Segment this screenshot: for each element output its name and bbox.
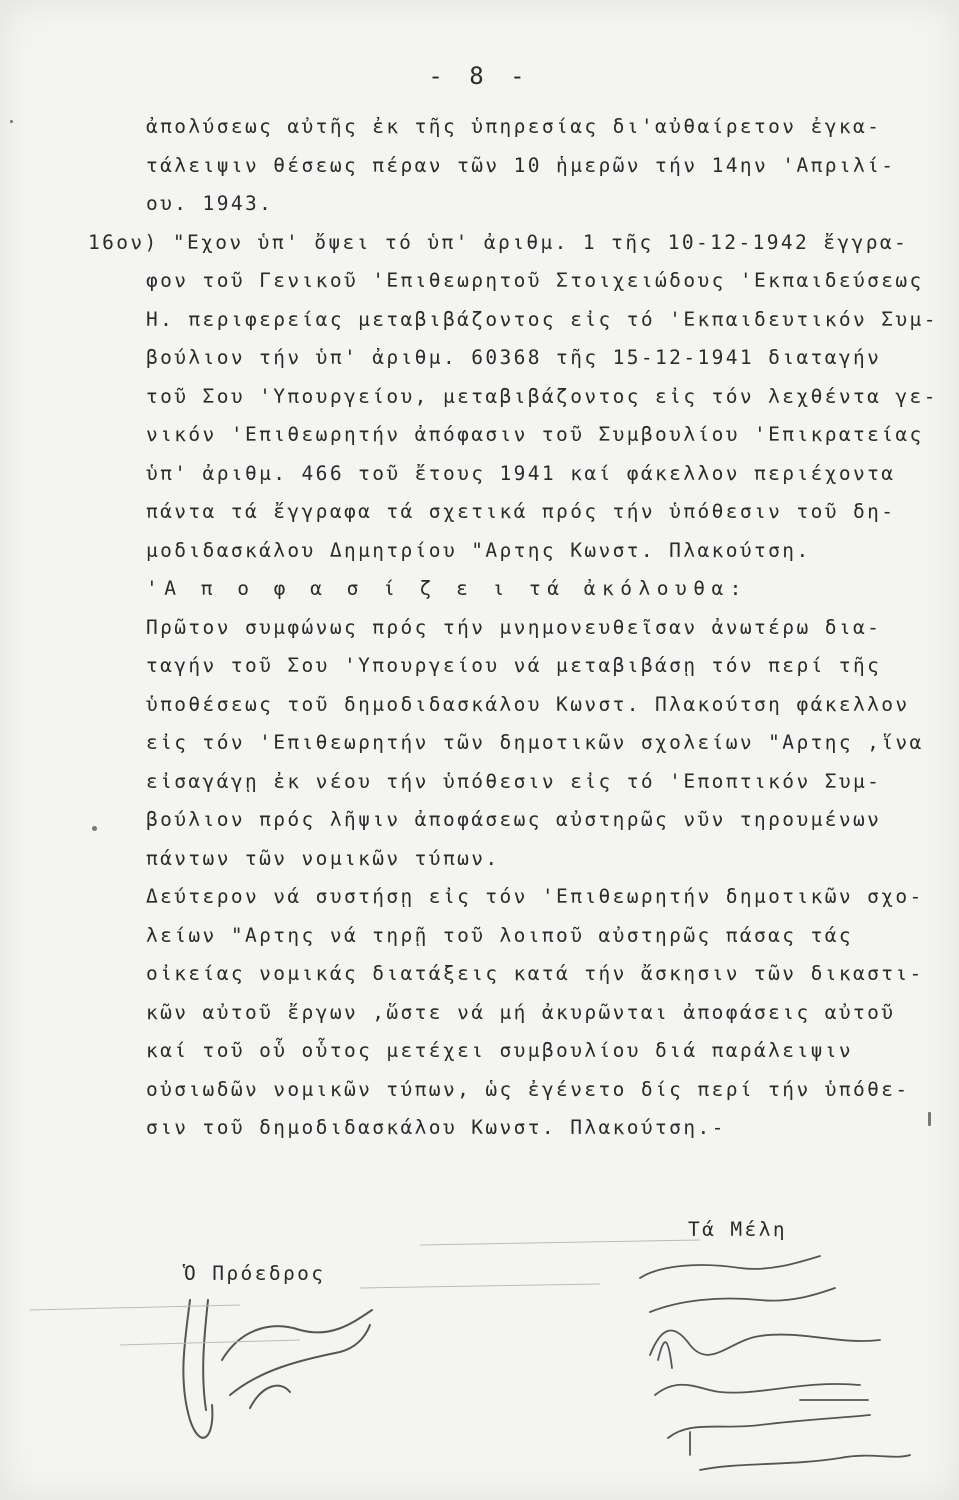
text-line: βούλιον τήν ὑπ' ἀριθμ. 60368 τῆς 15-12-1941 διαταγήν	[146, 346, 882, 369]
text-line: καί τοῦ οὗ οὗτος μετέχει συμβουλίου διά παράλειψιν	[146, 1039, 853, 1062]
members-signatures	[640, 1256, 910, 1470]
text-line: βούλιον πρός λῆψιν ἀποφάσεως αὐστηρῶς νῦν τηρουμένων	[146, 808, 882, 831]
margin-mark	[10, 120, 13, 123]
president-signature	[183, 1300, 372, 1438]
page-number: - 8 -	[428, 62, 531, 90]
text-line: λείων "Αρτης νά τηρῇ τοῦ λοιποῦ αὐστηρῶς πάσας τάς	[146, 923, 853, 947]
text-line: φον τοῦ Γενικοῦ 'Επιθεωρητοῦ Στοιχειώδους 'Εκπαιδεύσεως	[146, 269, 924, 292]
margin-mark	[92, 826, 97, 831]
text-line: Δεύτερον νά συστήσῃ εἰς τόν 'Επιθεωρητήν δημοτικῶν σχο-	[146, 885, 924, 908]
decision-heading: 'Α π ο φ α σ ί ζ ε ι τά ἀκόλουθα:	[146, 577, 748, 600]
text-line: εἰσαγάγῃ ἐκ νέου τήν ὑπόθεσιν εἰς τό 'Εποπτικόν Συμ-	[146, 769, 882, 793]
margin-mark	[928, 1112, 931, 1126]
text-line: ταγήν τοῦ Σου 'Υπουργείου νά μεταβιβάσῃ τόν περί τῆς	[146, 654, 882, 677]
text-line: σιν τοῦ δημοδιδασκάλου Κωνστ. Πλακούτση.-	[146, 1116, 726, 1139]
text-line: ὑποθέσεως τοῦ δημοδιδασκάλου Κωνστ. Πλακούτση φάκελλον	[146, 692, 910, 716]
text-line: κῶν αὐτοῦ ἔργων ,ὥστε νά μή ἀκυρῶνται ἀποφάσεις αὐτοῦ	[146, 1000, 896, 1024]
text-line: πάντων τῶν νομικῶν τύπων.	[146, 846, 500, 870]
text-line: νικόν 'Επιθεωρητήν ἀπόφασιν τοῦ Συμβουλίου 'Επικρατείας	[146, 423, 924, 446]
text-line: τάλειψιν θέσεως πέραν τῶν 10 ἡμερῶν τήν 14ην 'Απριλί-	[146, 153, 896, 177]
text-line: ου. 1943.	[146, 192, 274, 215]
text-line: πάντα τά ἔγγραφα τά σχετικά πρός τήν ὑπόθεσιν τοῦ δη-	[146, 500, 896, 523]
stamp-marks	[30, 1240, 700, 1345]
text-line: Πρῶτον συμφώνως πρός τήν μνημονευθεῖσαν ἀνωτέρω δια-	[146, 615, 882, 639]
text-line: ὑπ' ἀριθμ. 466 τοῦ ἔτους 1941 καί φάκελλον περιέχοντα	[146, 461, 896, 485]
text-line: Η. περιφερείας μεταβιβάζοντος εἰς τό 'Εκπαιδευτικόν Συμ-	[146, 307, 938, 331]
president-label: Ὁ Πρόεδρος	[184, 1262, 326, 1285]
text-line: οἰκείας νομικάς διατάξεις κατά τήν ἄσκησιν τῶν δικαστι-	[146, 962, 924, 985]
text-line: μοδιδασκάλου Δημητρίου "Αρτης Κωνστ. Πλακούτση.	[146, 538, 811, 562]
document-body	[88, 108, 938, 1148]
text-line: τοῦ Σου 'Υπουργείου, μεταβιβάζοντος εἰς τόν λεχθέντα γε-	[146, 384, 938, 408]
text-line: οὐσιωδῶν νομικῶν τύπων, ὡς ἐγένετο δίς περί τήν ὑπόθε-	[146, 1077, 910, 1101]
text-line: ἀπολύσεως αὐτῆς ἐκ τῆς ὑπηρεσίας δι'αὐθαίρετον ἐγκα-	[146, 115, 882, 138]
text-line: εἰς τόν 'Επιθεωρητήν τῶν δημοτικῶν σχολείων "Αρτης ,ἵνα	[146, 731, 924, 754]
text-line: 16ον) "Εχον ὑπ' ὄψει τό ὑπ' ἀριθμ. 1 τῆς 10-12-1942 ἔγγρα-	[88, 230, 909, 254]
members-label: Τά Μέλη	[688, 1218, 787, 1241]
